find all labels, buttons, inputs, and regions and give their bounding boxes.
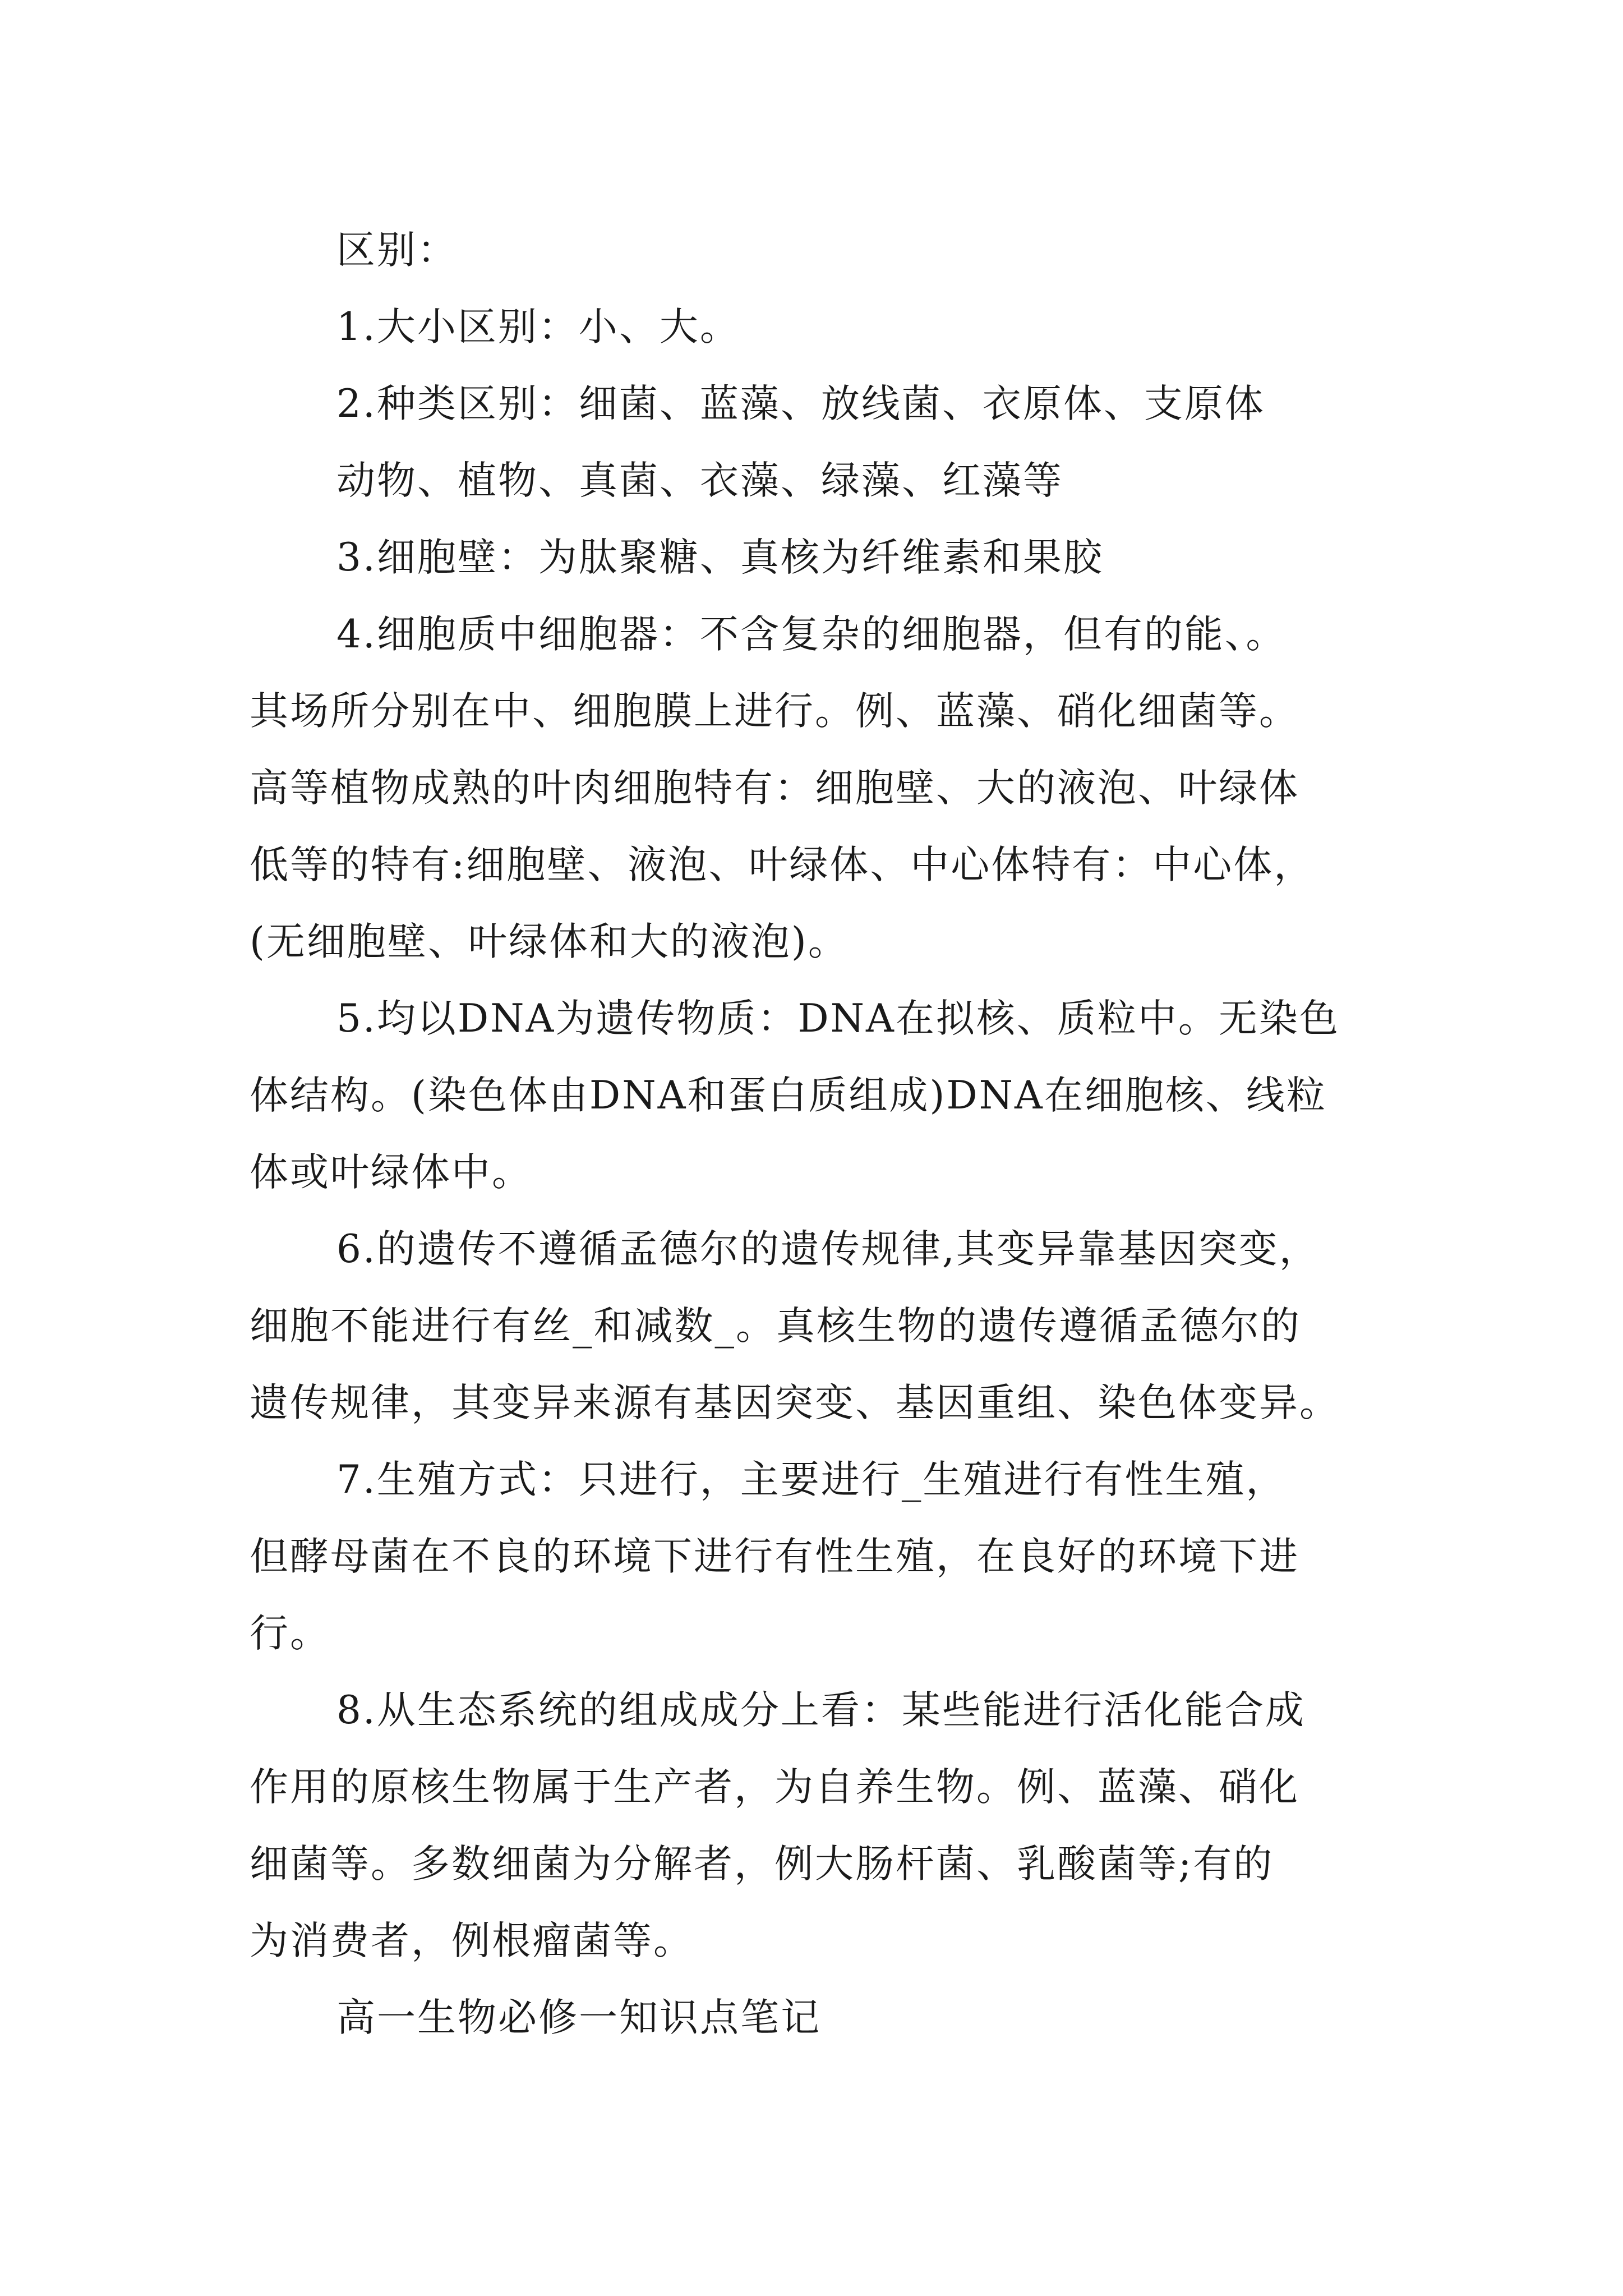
text-line: (无细胞壁、叶绿体和大的液泡)。 xyxy=(250,919,849,964)
text-line: 但酵母菌在不良的环境下进行有性生殖，在良好的环境下进 xyxy=(250,1534,1299,1579)
text-line: 3.细胞壁：为肽聚糖、真核为纤维素和果胶 xyxy=(336,535,1104,580)
text-line: 行。 xyxy=(250,1611,330,1656)
text-line: 8.从生态系统的组成成分上看：某些能进行活化能合成 xyxy=(336,1688,1306,1733)
text-line: 2.种类区别：细菌、蓝藻、放线菌、衣原体、支原体 xyxy=(336,381,1265,426)
text-line: 7.生殖方式：只进行，主要进行_生殖进行有性生殖， xyxy=(336,1457,1287,1502)
text-line: 6.的遗传不遵循孟德尔的遗传规律,其变异靠基因突变， xyxy=(336,1227,1320,1272)
text-line: 区别： xyxy=(336,228,458,273)
text-line: 5.均以DNA为遗传物质：DNA在拟核、质粒中。无染色 xyxy=(336,996,1340,1041)
text-line: 体或叶绿体中。 xyxy=(250,1150,532,1195)
text-line: 高等植物成熟的叶肉细胞特有：细胞壁、大的液泡、叶绿体 xyxy=(250,766,1299,811)
text-line: 作用的原核生物属于生产者，为自养生物。例、蓝藻、硝化 xyxy=(250,1765,1299,1810)
text-line: 体结构。(染色体由DNA和蛋白质组成)DNA在细胞核、线粒 xyxy=(250,1073,1327,1118)
text-line: 为消费者，例根瘤菌等。 xyxy=(250,1918,694,1963)
text-line: 低等的特有:细胞壁、液泡、叶绿体、中心体特有：中心体， xyxy=(250,843,1315,887)
text-line: 动物、植物、真菌、衣藻、绿藻、红藻等 xyxy=(336,458,1063,503)
document-body xyxy=(250,212,1388,2056)
text-line: 细胞不能进行有丝_和减数_。真核生物的遗传遵循孟德尔的 xyxy=(250,1304,1301,1349)
text-line: 遗传规律，其变异来源有基因突变、基因重组、染色体变异。 xyxy=(250,1381,1340,1425)
section-heading: 高一生物必修一知识点笔记 xyxy=(336,1995,821,2040)
text-line: 细菌等。多数细菌为分解者，例大肠杆菌、乳酸菌等;有的 xyxy=(250,1842,1274,1887)
text-line: 其场所分别在中、细胞膜上进行。例、蓝藻、硝化细菌等。 xyxy=(250,689,1299,734)
text-line: 4.细胞质中细胞器：不含复杂的细胞器，但有的能、。 xyxy=(336,612,1287,657)
text-line: 1.大小区别：小、大。 xyxy=(336,305,740,349)
